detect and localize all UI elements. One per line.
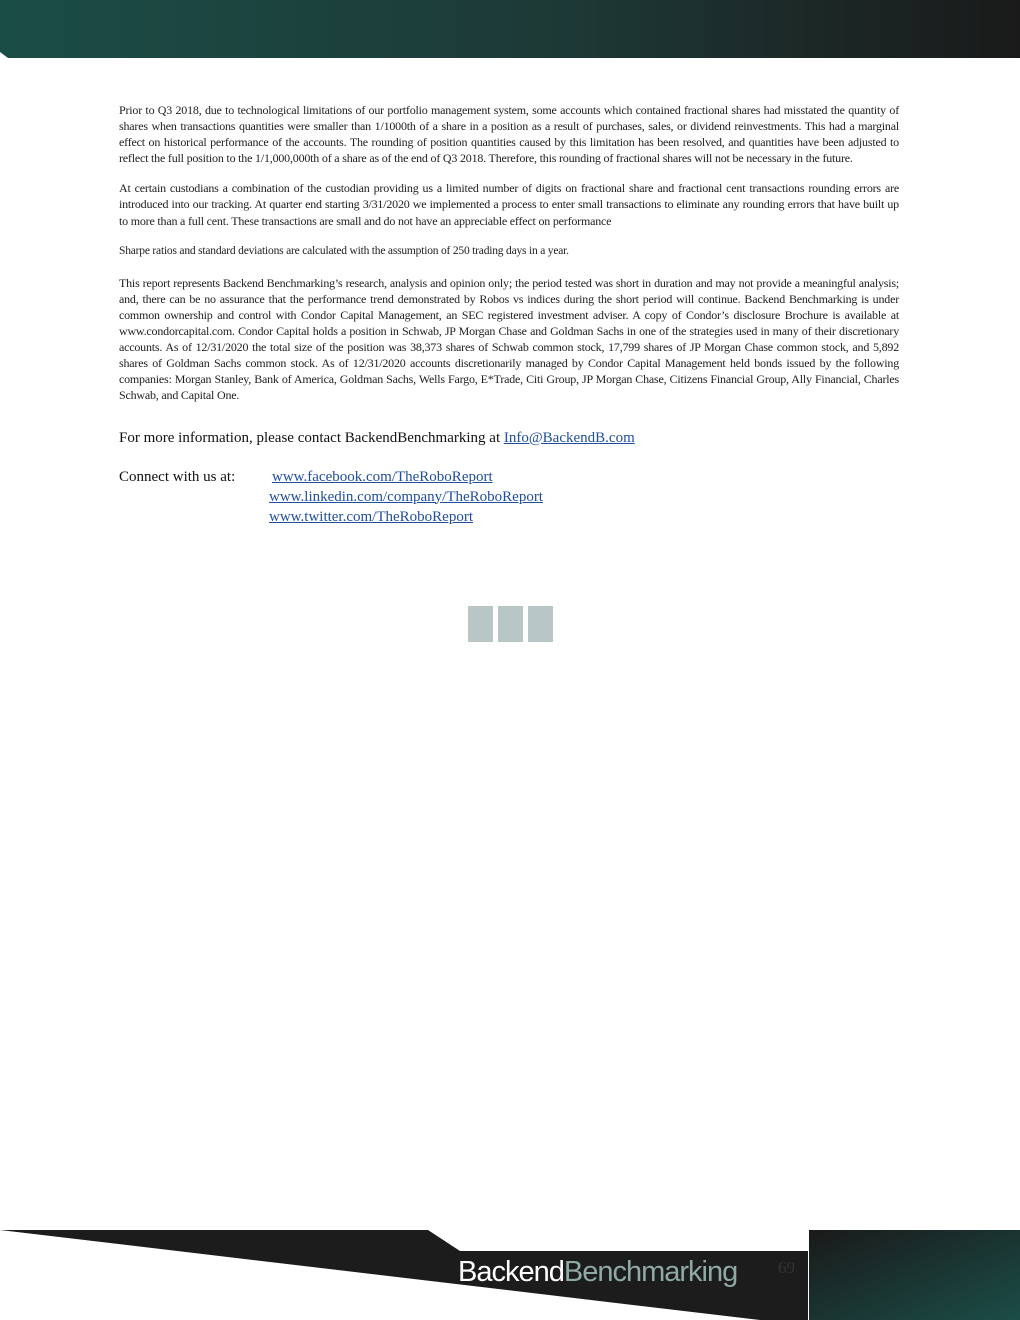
social-links	[269, 467, 543, 527]
connect-section	[119, 467, 899, 527]
brand-benchmarking-text: Benchmarking	[563, 1256, 738, 1288]
twitter-link[interactable]: www.twitter.com/TheRoboReport	[269, 508, 473, 525]
page-content	[119, 102, 899, 527]
square-2	[498, 606, 523, 642]
contact-email-link[interactable]: Info@BackendB.com	[503, 429, 635, 446]
disclosure-paragraph: This report represents Backend Benchmarking’s research, analysis and opinion only; the period tested was short in duration and may not provide a meaningful analysis; and, there can be no assurance that the performance trend demonstrated by Robos vs indices during the short period will continue. Backend Benchmarking is under common ownership and control with Condor Capital Management, an SEC registered investment adviser. A copy of Condor’s disclosure Brochure is available at www.condorcapital.com. Condor Capital holds a position in Schwab, JP Morgan Chase and Goldman Sachs in one of the strategies used in many of their discretionary accounts. As of 12/31/2020 the total size of the position was 38,373 shares of Schwab common stock, 17,799 shares of JP Morgan Chase common stock, and 5,892 shares of Goldman Sachs common stock. As of 12/31/2020 accounts discretionarily managed by Condor Capital Management held bonds issued by the following companies: Morgan Stanley, Bank of America, Goldman Sachs, Wells Fargo, E*Trade, Citi Group, JP Morgan Chase, Citizens Financial Group, Ally Financial, Charles Schwab, and Capital One.	[119, 275, 899, 403]
header-banner	[0, 0, 1020, 60]
custodian-rounding-paragraph: At certain custodians a combination of the custodian providing us a limited number of digits on fractional share and fractional cent transactions rounding errors are introduced into our tracking. At quarter end starting 3/31/2020 we implemented a process to enter small transactions to eliminate any rounding errors that have built up to more than a full cent. These transactions are small and do not have an appreciable effect on performance	[119, 181, 899, 228]
decorative-squares	[468, 606, 553, 642]
contact-text: For more information, please contact BackendBenchmarking at	[119, 429, 504, 446]
connect-label: Connect with us at:	[119, 468, 236, 485]
brand-backend-text: Backend	[458, 1256, 564, 1288]
fractional-shares-paragraph: Prior to Q3 2018, due to technological limitations of our portfolio management system, some accounts which contained fractional shares had misstated the quantity of shares when transactions quantities were smaller than 1/1000th of a share in a position as a result of purchases, sales, or dividend reinvestments. This had a marginal effect on historical performance of the accounts. The rounding of position quantities caused by this limitation has been resolved, and quantities have been adjusted to reflect the full position to the 1/1,000,000th of a share as of the end of Q3 2018. Therefore, this rounding of fractional shares will not be necessary in the future.	[119, 103, 899, 166]
sharpe-ratio-note: Sharpe ratios and standard deviations are calculated with the assumption of 250 trading days in a year.	[119, 244, 569, 257]
facebook-link[interactable]: www.facebook.com/TheRoboReport	[272, 468, 493, 485]
linkedin-link[interactable]: www.linkedin.com/company/TheRoboReport	[269, 488, 543, 505]
page-number: 69	[778, 1258, 795, 1277]
square-3	[528, 606, 553, 642]
contact-line	[119, 428, 899, 448]
brand-logo	[458, 1254, 737, 1290]
square-1	[468, 606, 493, 642]
